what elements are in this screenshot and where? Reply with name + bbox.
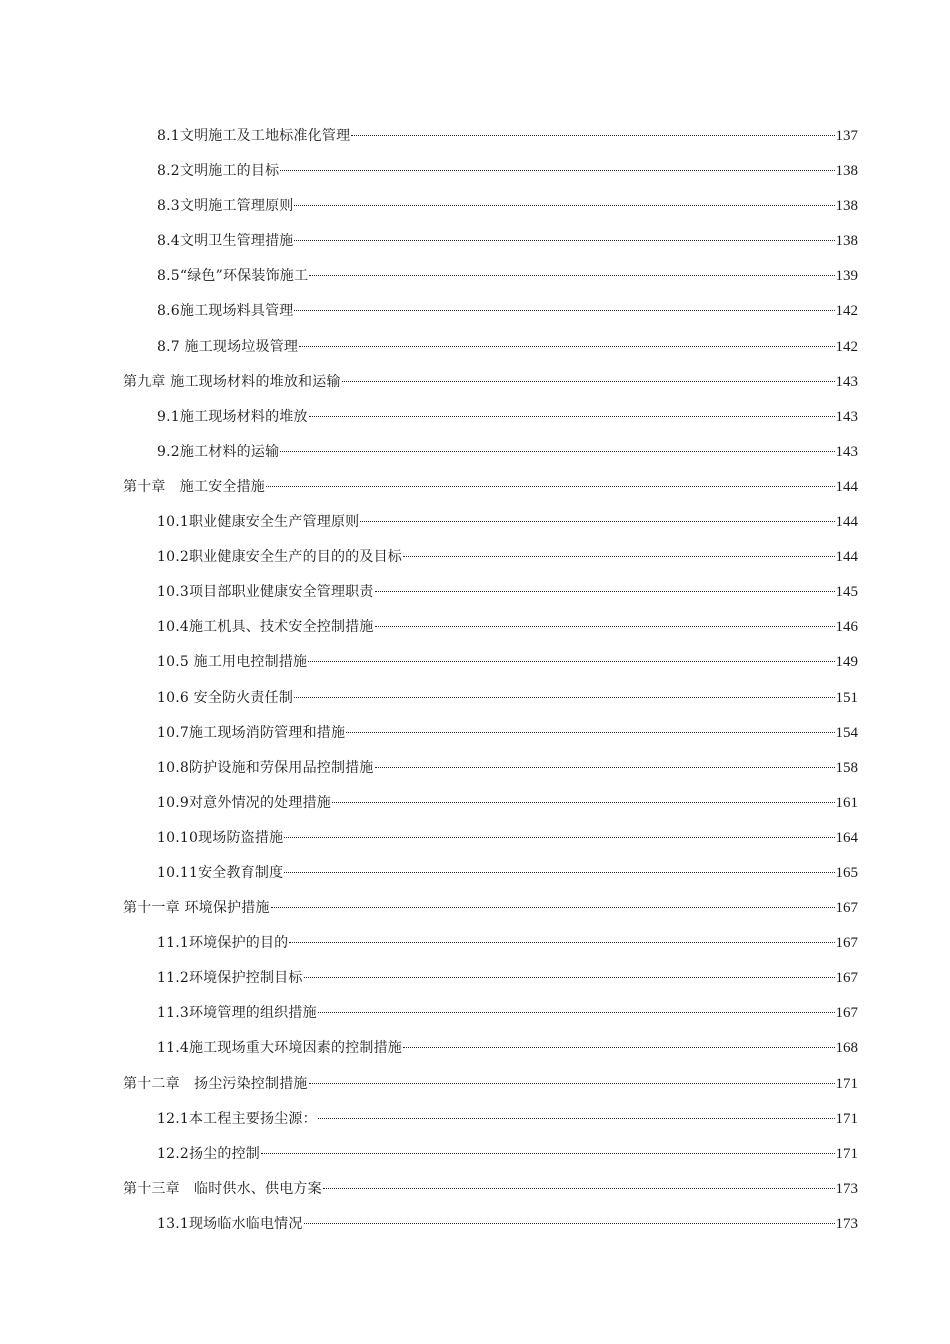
toc-page-number: 139	[835, 268, 858, 285]
toc-chapter-entry[interactable]	[0, 1067, 950, 1102]
toc-dot-leader	[284, 837, 834, 838]
toc-page-number: 171	[835, 1075, 858, 1092]
toc-section-entry[interactable]	[0, 189, 950, 224]
toc-dot-leader	[294, 240, 834, 241]
toc-dot-leader	[304, 977, 835, 978]
toc-page-number: 143	[835, 408, 858, 425]
toc-chapter-entry[interactable]	[0, 365, 950, 400]
toc-page-number: 138	[835, 198, 858, 215]
toc-section-entry[interactable]	[0, 540, 950, 575]
toc-section-entry[interactable]	[0, 856, 950, 891]
toc-dot-leader	[346, 732, 834, 733]
toc-dot-leader	[360, 521, 834, 522]
toc-page-number: 167	[835, 900, 858, 917]
table-of-contents	[0, 119, 950, 1242]
toc-entry-title: 12.2扬尘的控制	[157, 1145, 260, 1162]
toc-entry-title: 9.2施工材料的运输	[157, 443, 280, 460]
toc-entry-title: 8.3文明施工管理原则	[157, 198, 294, 215]
toc-page-number: 142	[835, 303, 858, 320]
toc-page-number: 173	[835, 1215, 858, 1232]
toc-page-number: 151	[835, 689, 858, 706]
toc-section-entry[interactable]	[0, 505, 950, 540]
toc-section-entry[interactable]	[0, 926, 950, 961]
toc-section-entry[interactable]	[0, 259, 950, 294]
toc-dot-leader	[309, 275, 834, 276]
toc-entry-title: 10.5 施工用电控制措施	[157, 654, 308, 671]
toc-page-number: 164	[835, 829, 858, 846]
toc-section-entry[interactable]	[0, 961, 950, 996]
toc-dot-leader	[375, 626, 835, 627]
toc-page-number: 154	[835, 724, 858, 741]
toc-entry-title: 8.2文明施工的目标	[157, 163, 280, 180]
toc-dot-leader	[323, 1188, 835, 1189]
toc-page-number: 158	[835, 759, 858, 776]
toc-entry-title: 10.1职业健康安全生产管理原则	[157, 514, 360, 531]
toc-dot-leader	[375, 591, 835, 592]
toc-entry-title: 8.5“绿色”环保装饰施工	[157, 268, 309, 285]
toc-dot-leader	[332, 802, 835, 803]
toc-section-entry[interactable]	[0, 821, 950, 856]
toc-entry-title: 10.11安全教育制度	[157, 864, 284, 881]
toc-page-number: 171	[835, 1145, 858, 1162]
toc-page-number: 171	[835, 1110, 858, 1127]
toc-entry-title: 11.2环境保护控制目标	[157, 970, 303, 987]
toc-entry-title: 13.1现场临水临电情况	[157, 1215, 303, 1232]
toc-section-entry[interactable]	[0, 786, 950, 821]
toc-page-number: 144	[835, 478, 858, 495]
toc-section-entry[interactable]	[0, 330, 950, 365]
toc-page-number: 146	[835, 619, 858, 636]
toc-dot-leader	[351, 135, 834, 136]
toc-entry-title: 11.4施工现场重大环境因素的控制措施	[157, 1040, 402, 1057]
toc-entry-title: 第十二章 扬尘污染控制措施	[123, 1075, 308, 1092]
toc-dot-leader	[261, 1153, 835, 1154]
toc-entry-title: 10.3项目部职业健康安全管理职责	[157, 584, 374, 601]
toc-entry-title: 8.6施工现场料具管理	[157, 303, 294, 320]
toc-entry-title: 12.1本工程主要扬尘源：	[157, 1110, 317, 1127]
toc-entry-title: 10.9对意外情况的处理措施	[157, 794, 331, 811]
toc-page-number: 167	[835, 1005, 858, 1022]
toc-dot-leader	[318, 1118, 835, 1119]
toc-chapter-entry[interactable]	[0, 1172, 950, 1207]
toc-section-entry[interactable]	[0, 1102, 950, 1137]
toc-entry-title: 10.10现场防盗措施	[157, 829, 284, 846]
toc-dot-leader	[280, 451, 834, 452]
toc-entry-title: 10.6 安全防火责任制	[157, 689, 294, 706]
toc-section-entry[interactable]	[0, 610, 950, 645]
toc-dot-leader	[294, 205, 834, 206]
toc-section-entry[interactable]	[0, 996, 950, 1031]
toc-section-entry[interactable]	[0, 435, 950, 470]
toc-page-number: 167	[835, 935, 858, 952]
toc-entry-title: 第九章 施工现场材料的堆放和运输	[123, 373, 341, 390]
toc-dot-leader	[342, 381, 835, 382]
toc-dot-leader	[304, 1223, 835, 1224]
toc-section-entry[interactable]	[0, 681, 950, 716]
toc-entry-title: 8.1文明施工及工地标准化管理	[157, 128, 351, 144]
toc-section-entry[interactable]	[0, 645, 950, 680]
toc-page-number: 149	[835, 654, 858, 671]
toc-entry-title: 10.2职业健康安全生产的目的的及目标	[157, 549, 402, 566]
toc-dot-leader	[280, 170, 834, 171]
toc-dot-leader	[403, 556, 835, 557]
toc-page-number: 138	[835, 163, 858, 180]
toc-dot-leader	[289, 942, 834, 943]
toc-entry-title: 10.7施工现场消防管理和措施	[157, 724, 346, 741]
toc-page-number: 167	[835, 970, 858, 987]
toc-page-number: 144	[835, 549, 858, 566]
toc-page-number: 144	[835, 514, 858, 531]
toc-entry-title: 第十章 施工安全措施	[123, 478, 265, 495]
toc-page-number: 143	[835, 443, 858, 460]
toc-dot-leader	[318, 1012, 835, 1013]
toc-dot-leader	[403, 1047, 835, 1048]
toc-entry-title: 第十一章 环境保护措施	[123, 900, 270, 917]
toc-dot-leader	[266, 486, 835, 487]
toc-section-entry[interactable]	[0, 224, 950, 259]
toc-dot-leader	[284, 872, 834, 873]
toc-chapter-entry[interactable]	[0, 891, 950, 926]
toc-entry-title: 11.3环境管理的组织措施	[157, 1005, 317, 1022]
toc-section-entry[interactable]	[0, 1207, 950, 1242]
toc-dot-leader	[271, 907, 835, 908]
toc-section-entry[interactable]	[0, 751, 950, 786]
toc-section-entry[interactable]	[0, 119, 950, 154]
toc-dot-leader	[309, 1083, 835, 1084]
toc-entry-title: 10.8防护设施和劳保用品控制措施	[157, 759, 374, 776]
toc-section-entry[interactable]	[0, 1137, 950, 1172]
toc-section-entry[interactable]	[0, 1031, 950, 1066]
toc-section-entry[interactable]	[0, 575, 950, 610]
toc-page-number: 168	[835, 1040, 858, 1057]
toc-chapter-entry[interactable]	[0, 470, 950, 505]
toc-page-number: 173	[835, 1180, 858, 1197]
toc-entry-title: 8.4文明卫生管理措施	[157, 233, 294, 250]
toc-page-number: 142	[835, 338, 858, 355]
toc-page-number: 138	[835, 233, 858, 250]
toc-page-number: 165	[835, 864, 858, 881]
toc-entry-title: 第十三章 临时供水、供电方案	[123, 1180, 322, 1197]
toc-section-entry[interactable]	[0, 716, 950, 751]
toc-dot-leader	[294, 697, 834, 698]
toc-dot-leader	[375, 767, 835, 768]
toc-dot-leader	[308, 661, 834, 662]
toc-section-entry[interactable]	[0, 400, 950, 435]
toc-dot-leader	[294, 310, 834, 311]
toc-page-number: 145	[835, 584, 858, 601]
toc-entry-title: 11.1环境保护的目的	[157, 935, 289, 952]
toc-page-number: 161	[835, 794, 858, 811]
toc-section-entry[interactable]	[0, 154, 950, 189]
toc-entry-title: 8.7 施工现场垃圾管理	[157, 338, 299, 355]
toc-dot-leader	[309, 416, 835, 417]
toc-dot-leader	[299, 346, 834, 347]
toc-entry-title: 10.4施工机具、技术安全控制措施	[157, 619, 374, 636]
toc-section-entry[interactable]	[0, 294, 950, 329]
toc-entry-title: 9.1施工现场材料的堆放	[157, 408, 308, 425]
toc-page-number: 137	[835, 128, 858, 144]
toc-page-number: 143	[835, 373, 858, 390]
